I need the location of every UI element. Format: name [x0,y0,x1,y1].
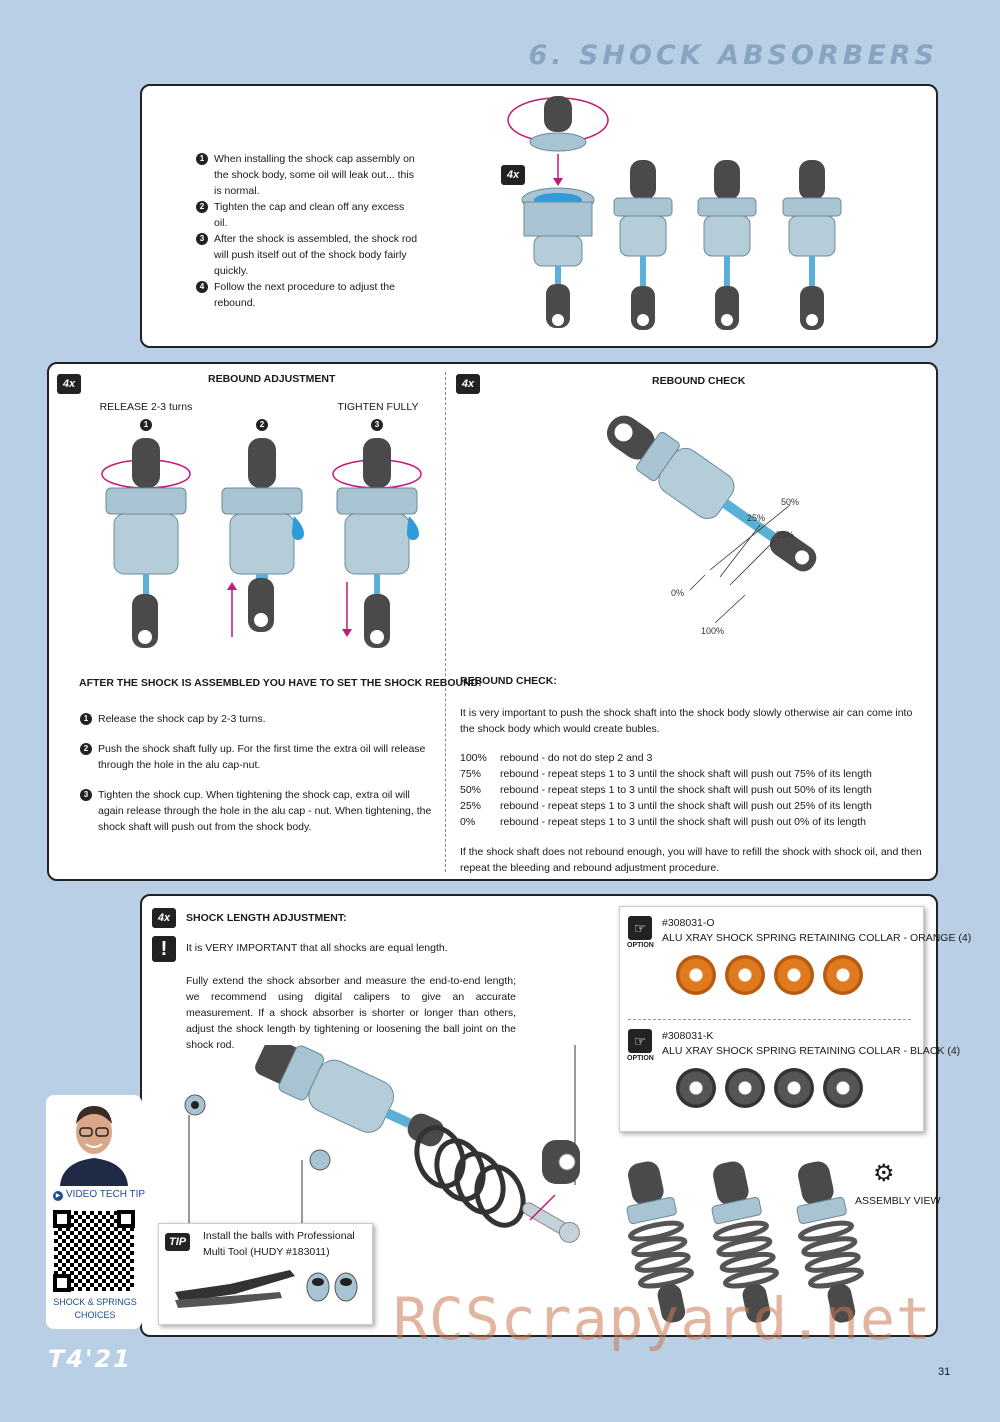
stage-3-number: 3 [371,419,383,431]
shock-cap-illustration [500,88,920,346]
rebound-row-25: 25% rebound - repeat steps 1 to 3 until the shock shaft will push out 25% of its length [460,800,872,812]
orange-collar [823,955,863,995]
rebound-check-title: REBOUND CHECK [652,375,746,387]
qr-finder-tr [117,1210,135,1228]
assembled-shock-1 [614,160,672,330]
rebound-check-footer: If the shock shaft does not rebound enough, you will have to refill the shock with shock oil, and then repeat the bleeding and rebound adjustment procedure. [460,846,922,874]
rebound-step-1: 1 Release the shock cap by 2-3 turns. [80,711,434,727]
rebound-step-2: 2 Push the shock shaft fully up. For the first time the extra oil will release through the hole in the alu cap-nut. [80,741,434,773]
rebound-heading: AFTER THE SHOCK IS ASSEMBLED YOU HAVE TO SET THE SHOCK REBOUND: [79,677,482,689]
section-title: 6. SHOCK ABSORBERS [528,40,938,71]
rebound-row-0: 0% rebound - repeat steps 1 to 3 until the shock shaft will push out 0% of its length [460,816,866,828]
step-4: 4 Follow the next procedure to adjust the rebound. [196,279,418,311]
orange-collar [676,955,716,995]
orange-collar-set [676,955,872,1000]
rebound-step-3: 3 Tighten the shock cup. When tightening the shock cap, extra oil will again release through the hole in the alu cap - nut. When tightening, the shock shaft will push out from the shock body. [80,787,434,835]
orange-collar [725,955,765,995]
option-name: ALU XRAY SHOCK SPRING RETAINING COLLAR - BLACK (4) [662,1045,961,1057]
shock-stage-2 [222,438,304,637]
percent-25: 25% [747,513,766,523]
stage-1-number: 1 [140,419,152,431]
watermark: RCScrapyard.net [393,1285,932,1353]
rebound-check-intro: It is very important to push the shock shaft into the shock body slowly otherwise air can come into the shock body which would create bubles. [460,707,913,735]
warning-icon: ! [152,936,176,962]
step-2: 2 Tighten the cap and clean off any excess oil. [196,199,418,231]
option-name: ALU XRAY SHOCK SPRING RETAINING COLLAR - ORANGE (4) [662,932,972,944]
quantity-badge: 4x [456,374,480,394]
step-1: 1 When installing the shock cap assembly on the shock body, some oil will leak out... this is normal. [196,151,418,199]
page-number: 31 [938,1366,951,1378]
shock-stage-1 [102,438,190,648]
rebound-row-75: 75% rebound - repeat steps 1 to 3 until the shock shaft will push out 75% of its length [460,768,872,780]
assembly-view-label: ASSEMBLY VIEW [855,1195,941,1207]
assembly-view-icon: ⚙ [873,1160,895,1187]
step-3: 3 After the shock is assembled, the shock rod will push itself out of the shock body fairly quickly. [196,231,418,279]
release-label: RELEASE 2-3 turns [99,401,193,413]
qr-finder-bl [53,1274,71,1292]
model-logo: T4'21 [48,1345,132,1373]
rebound-check-heading: REBOUND CHECK: [460,675,557,687]
black-collar [823,1068,863,1108]
video-caption: SHOCK & SPRINGS CHOICES [53,1297,137,1320]
rebound-adjustment-illustration [80,432,440,652]
assembled-shock-3 [783,160,841,330]
percent-75: 75% [776,530,795,540]
warning-text: It is VERY IMPORTANT that all shocks are equal length. [186,942,448,954]
quantity-badge: 4x [57,374,81,394]
panel-divider [445,372,446,872]
qr-finder-tl [53,1210,71,1228]
percent-0: 0% [671,588,685,598]
option-code: #308031-O [662,917,715,929]
tip-tag: TIP [165,1233,190,1251]
shock-length-title: SHOCK LENGTH ADJUSTMENT: [186,912,347,924]
shock-stage-3 [333,438,421,648]
option-tag: OPTION [627,942,654,949]
thumbs-up-icon: ☞ [628,1029,652,1053]
tighten-label: TIGHTEN FULLY [337,401,419,413]
black-collar [725,1068,765,1108]
percent-50: 50% [781,497,800,507]
quantity-badge: 4x [501,165,525,185]
stage-2-number: 2 [256,419,268,431]
multi-tool-illustration [170,1262,365,1312]
rebound-adjustment-title: REBOUND ADJUSTMENT [208,373,336,385]
shock-length-body: Fully extend the shock absorber and measure the end-to-end length; we recommend using digital calipers to give an accurate measurement. If a shock absorber is shorter or longer than others, adjust the shock length by tightening or loosening the ball joint on the shock rod. [186,975,516,1051]
play-icon: ▶ [53,1191,63,1201]
tip-text: Install the balls with Professional Multi Tool (HUDY #183011) [203,1230,355,1258]
option-code: #308031-K [662,1030,714,1042]
quantity-badge: 4x [152,908,176,928]
black-collar [676,1068,716,1108]
black-collar [774,1068,814,1108]
black-collar-set [676,1068,872,1113]
orange-collar [774,955,814,995]
option-divider [628,1019,911,1020]
percent-100: 100% [701,626,725,636]
video-tech-tip-label[interactable]: ▶ VIDEO TECH TIP [53,1189,145,1201]
assembled-shock-2 [698,160,756,330]
option-tag: OPTION [627,1055,654,1062]
rebound-row-100: 100% rebound - do not do step 2 and 3 [460,752,653,764]
presenter-avatar [52,1098,136,1186]
rebound-row-50: 50% rebound - repeat steps 1 to 3 until the shock shaft will push out 50% of its length [460,784,872,796]
thumbs-up-icon: ☞ [628,916,652,940]
